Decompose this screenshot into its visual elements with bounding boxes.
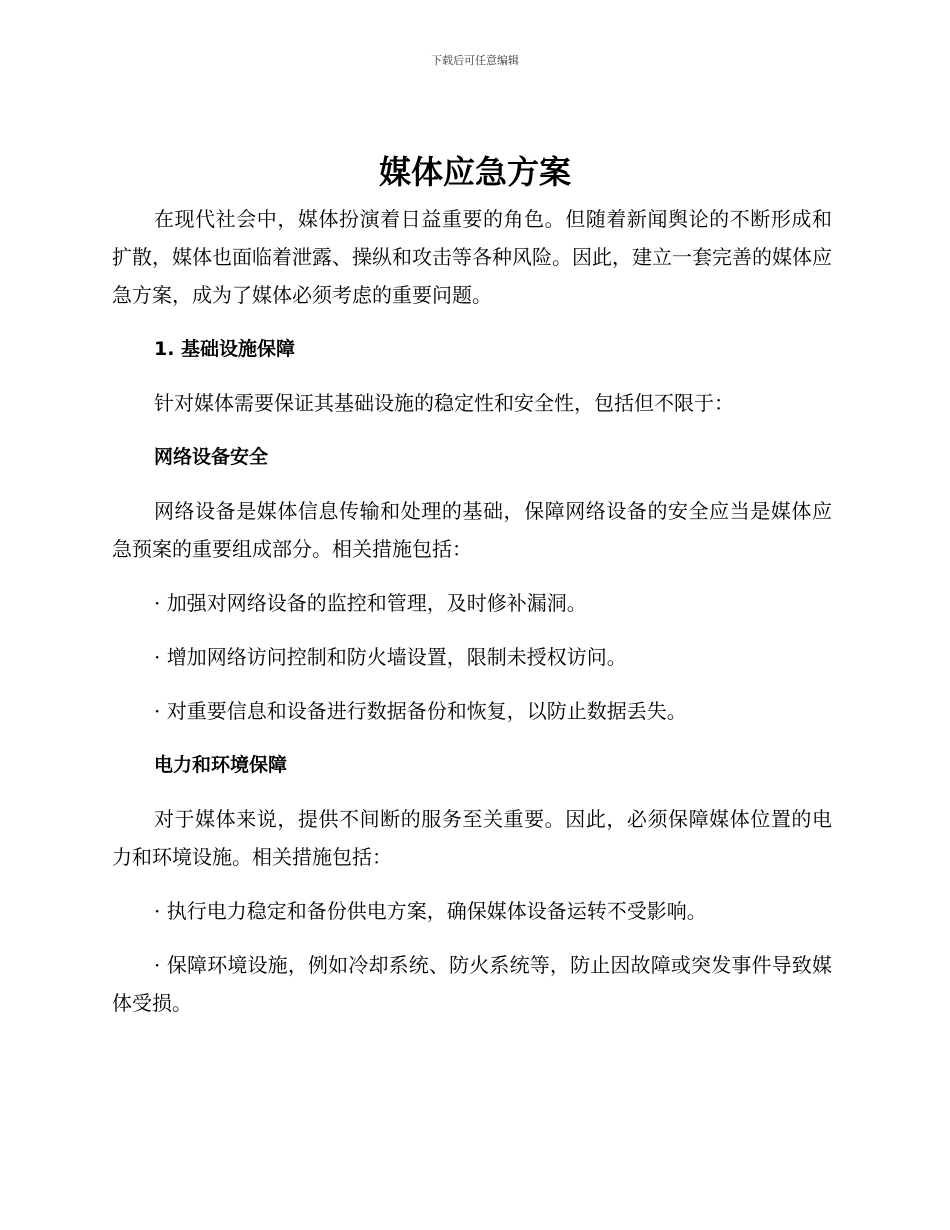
- subsection-heading-power: 电力和环境保障: [154, 754, 288, 776]
- network-bullet-item: · 增加网络访问控制和防火墙设置，限制未授权访问。: [154, 645, 627, 669]
- subsection-heading-network: 网络设备安全: [154, 446, 269, 468]
- network-bullet-item: · 对重要信息和设备进行数据备份和恢复，以防止数据丢失。: [154, 699, 687, 723]
- network-paragraph: 网络设备是媒体信息传输和处理的基础，保障网络设备的安全应当是媒体应急预案的重要组成部分。相关措施包括：: [112, 499, 832, 561]
- power-paragraph: 对于媒体来说，提供不间断的服务至关重要。因此，必须保障媒体位置的电力和环境设施。相关措施包括：: [112, 807, 832, 869]
- intro-paragraph: 在现代社会中，媒体扮演着日益重要的角色。但随着新闻舆论的不断形成和扩散，媒体也面临着泄露、操纵和攻击等各种风险。因此，建立一套完善的媒体应急方案，成为了媒体必须考虑的重要问题。: [112, 207, 832, 307]
- network-bullet-item: · 加强对网络设备的监控和管理，及时修补漏洞。: [154, 591, 587, 615]
- section-heading-infrastructure: 1. 基础设施保障: [154, 338, 296, 360]
- infrastructure-lead-paragraph: 针对媒体需要保证其基础设施的稳定性和安全性，包括但不限于：: [154, 391, 734, 415]
- document-title: 媒体应急方案: [378, 153, 571, 191]
- header-note: 下载后可任意编辑: [431, 54, 519, 67]
- power-bullet-item: · 保障环境设施，例如冷却系统、防火系统等，防止因故障或突发事件导致媒体受损。: [112, 953, 832, 1015]
- power-bullet-item: · 执行电力稳定和备份供电方案，确保媒体设备运转不受影响。: [154, 899, 707, 923]
- document-body: [112, 200, 832, 1038]
